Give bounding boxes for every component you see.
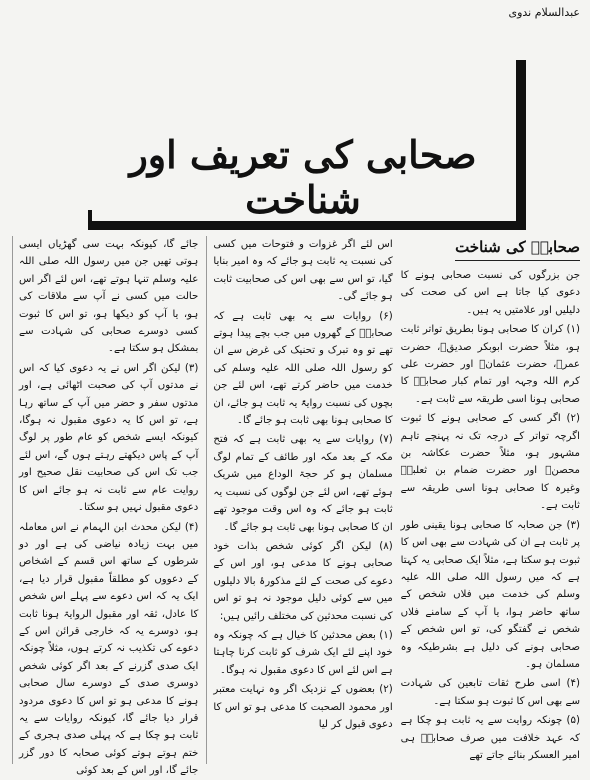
paragraph: (۴) لیکن محدث ابن الہمام نے اس معاملہ میں بہت زیادہ نیاضی کی ہے اور دو شرطوں کے ساتھ اس قسم کے اشخاص کے دعووں کو مطلقاً مقبول قرار دیا ہے، ایک یہ کہ اس دعوے سے پہلے اس شخص کا عادل، ثقہ اور مقبول الروایۃ ہونا ثابت ہو، دوسرے یہ کہ خارجی قرائن اس کے دعوے کی تکذیب نہ کرتے ہوں، مثلاً چونکہ ایک صدی گزرنے کے بعد اگر کوئی شخص دوسری صدی کے دوسرے سال صحابی ہونے کا مدعی ہو تو اس کا دعوی مردود قرار دیا جائے گا، کیونکہ روایات سے یہ ثابت ہو چکا ہے کہ پہلی صدی ہجری کے ختم ہوتے ہوتے کوئی صحابہ کا دور گزر جائے گا، اور اس کے بعد کوئی <box>19 521 199 777</box>
paragraph: (۴) اسی طرح ثقات تابعین کی شہادت سے بھی اس کا ثبوت ہو سکتا ہے۔ <box>400 678 580 707</box>
paragraph: (۵) چونکہ روایت سے یہ ثابت ہو چکا ہے کہ عہد خلافت میں صرف صحابہؓ ہی امیر العسکر بنائے جاتے تھے <box>400 715 580 761</box>
title-frame-left-tip <box>88 210 92 230</box>
paragraph: اس لئے اگر غزوات و فتوحات میں کسی کی نسبت یہ ثابت ہو جائے کہ وہ امیر بنایا گیا، تو اس سے بھی اس کی صحابیت ثابت ہو جائے گی۔ <box>213 239 393 303</box>
title-frame <box>88 60 526 230</box>
column-middle <box>206 236 392 764</box>
paragraph: (۳) لیکن اگر اس نے یہ دعوی کیا کہ اس نے مدتوں آپ کی صحبت اٹھائی ہے، اور مدتوں سفر و حضر میں آپ کے ساتھ رہا ہے، تو اس کا یہ دعوی مقبول نہ ہوگا، کیونکہ ایسے شخص کو عام طور پر لوگ آپ کے پاس دیکھتے رہتے ہوں گے، اس لئے جب تک اس کی صحابیت نقل صحیح اور روایت عام سے ثابت نہ ہو جائے اس کا دعوی مقبول نہیں ہو سکتا۔ <box>19 362 199 514</box>
title-frame-bottom-bar <box>88 221 526 230</box>
paragraph: جن بزرگوں کی نسبت صحابی ہونے کا دعوی کیا جاتا ہے اس کی صحت کی دلیلیں اور علامتیں یہ ہیں۔ <box>400 270 580 316</box>
paragraph: (۲) اگر کسی کے صحابی ہونے کا ثبوت اگرچہ تواتر کے درجہ تک نہ پہنچے تاہم مشہور ہو، مثلاً حضرت عکاشہ بن محصنؓ اور حضرت ضمام بن ثعلبہؓ وغیرہ کا صحابی ہونا اسی طریقہ سے ثابت ہے۔ <box>400 413 580 512</box>
paragraph: (۷) روایات سے یہ بھی ثابت ہے کہ فتح مکہ کے بعد مکہ اور طائف کے تمام لوگ مسلمان ہو کر حجۃ الوداع میں شریک ہوئے تھے، اس لئے جن لوگوں کی نسبت یہ ثابت ہو جائے کہ وہ اس وقت موجود تھے ان کا صحابی ہونا بھی ثابت ہو جائے گا۔ <box>213 434 393 533</box>
column-right <box>401 236 580 764</box>
section-heading: صحابہؓ کی شناخت <box>455 236 580 261</box>
paragraph: (۲) بعضوں کے نزدیک اگر وہ نہایت معتبر اور محمود الصحبت کا مدعی ہو تو اس کا دعوی قبول کر لیا <box>213 684 393 730</box>
author-name: عبدالسلام ندوی <box>508 6 580 19</box>
paragraph: (۱) بعض محدثین کا خیال ہے کہ چونکہ وہ خود اپنے لئے ایک شرف کو ثابت کرنا چاہتا ہے اس لئے اس کا دعوی مقبول نہ ہوگا۔ <box>213 629 393 676</box>
paragraph: (۳) جن صحابہ کا صحابی ہونا یقینی طور پر ثابت ہے ان کی شہادت سے بھی اس کا ثبوت ہو سکتا ہے، مثلاً ایک صحابی یہ کہتا ہے کہ میں رسول اللہ صلی اللہ علیہ وسلم کی خدمت میں فلاں شخص کے ساتھ حاضر ہوا، یا آپ کے سامنے فلاں شخص نے گفتگو کی، تو اس شخص کے صحابی ہونے کی دلیل ہے بشرطیکہ وہ مسلمان ہو۔ <box>400 519 580 670</box>
article-title: صحابی کی تعریف اور شناخت <box>129 132 477 222</box>
article-columns <box>12 236 580 777</box>
paragraph: جائے گا، کیونکہ بہت سی گھڑیاں ایسی ہوتی تھیں جن میں رسول اللہ صلی اللہ علیہ وسلم تنہا ہوتے تھے، اس لئے اگر اس حالت میں کسی نے آپ سے ملاقات کی ہو، یا آپ کو دیکھا ہو، تو اس کا ثبوت کسی دوسرے صحابی کی شہادت سے بمشکل ہو سکتا ہے۔ <box>19 239 199 355</box>
title-frame-right-bar <box>516 60 526 226</box>
paragraph: (۶) روایات سے یہ بھی ثابت ہے کہ صحابہؓ کے گھروں میں جب بچے پیدا ہوتے تھے تو وہ تبرک و تحنیک کی غرض سے ان کو رسول اللہ صلی اللہ علیہ وسلم کی خدمت میں حاضر کرتے تھے، اس لئے جن بچوں کی نسبت روایۃً یہ ثابت ہو جائے، ان کا صحابی ہونا بھی ثابت ہو جائے گا۔ <box>213 310 393 427</box>
column-left <box>12 236 199 777</box>
paragraph: (۱) کران کا صحابی ہونا بطریق تواتر ثابت ہو، مثلاً حضرت ابوبکر صدیقؓ، حضرت عمرؓ، حضرت عثمانؓ اور حضرت علی کرم اللہ وجہہ اور تمام کبار صحابہؓ کا صحابی ہونا اسی طریقہ سے ثابت ہے۔ <box>400 324 580 405</box>
paragraph: (۸) لیکن اگر کوئی شخص بذات خود صحابی ہونے کا مدعی ہو، اور اس کے دعوے کی صحت کے لئے مذکورۂ بالا دلیلوں میں سے کوئی دلیل موجود نہ ہو تو اس کی نسبت محدثین کی مختلف رائیں ہیں: <box>213 540 393 622</box>
